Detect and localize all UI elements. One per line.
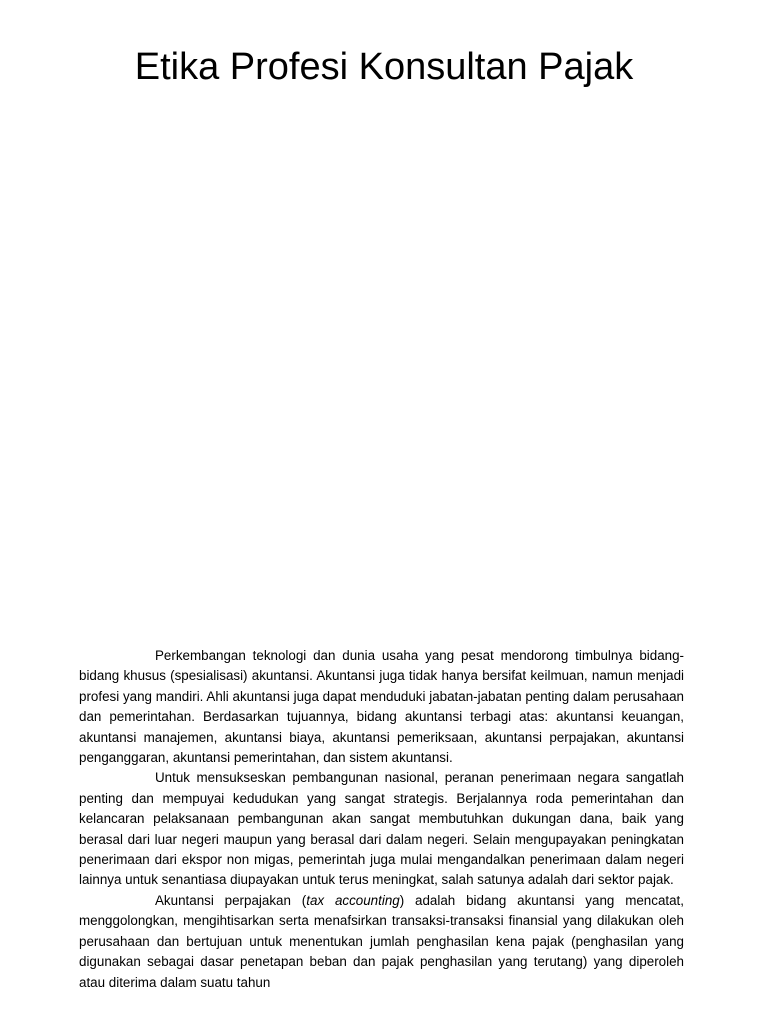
- paragraph-3: [79, 891, 684, 993]
- paragraph-3-start: Akuntansi perpajakan (: [155, 892, 307, 908]
- paragraph-3-italic-term: tax accounting: [306, 892, 400, 908]
- paragraph-1: Perkembangan teknologi dan dunia usaha yang pesat mendorong timbulnya bidang-bidang khusus (spesialisasi) akuntansi. Akuntansi juga tidak hanya bersifat keilmuan, namun menjadi profesi yang mandiri. Ahli akuntansi juga dapat menduduki jabatan-jabatan penting dalam perusahaan dan pemerintahan. Berdasarkan tujuannya, bidang akuntansi terbagi atas: akuntansi keuangan, akuntansi manajemen, akuntansi biaya, akuntansi pemeriksaan, akuntansi perpajakan, akuntansi penganggaran, akuntansi pemerintahan, dan sistem akuntansi.: [79, 648, 684, 766]
- document-body: [79, 646, 684, 993]
- paragraph-2: Untuk mensukseskan pembangunan nasional, peranan penerimaan negara sangatlah penting dan mempuyai kedudukan yang sangat strategis. Berjalannya roda pemerintahan dan kelancaran pelaksanaan pembangunan akan sangat membutuhkan dukungan dana, baik yang berasal dari luar negeri maupun yang berasal dari dalam negeri. Selain mengupayakan peningkatan penerimaan dari ekspor non migas, pemerintah juga mulai mengandalkan penerimaan dalam negeri lainnya untuk senantiasa diupayakan untuk terus meningkat, salah satunya adalah dari sektor pajak.: [79, 770, 684, 888]
- document-title: Etika Profesi Konsultan Pajak: [134, 46, 634, 88]
- paragraph-3-rest: ) adalah bidang akuntansi yang mencatat, menggolongkan, mengihtisarkan serta menafsirkan transaksi-transaksi finansial yang dilakukan oleh perusahaan dan bertujuan untuk menentukan jumlah penghasilan kena pajak (penghasilan yang digunakan sebagai dasar penetapan beban dan pajak penghasilan yang terutang) yang diperoleh atau diterima dalam suatu tahun: [79, 892, 684, 990]
